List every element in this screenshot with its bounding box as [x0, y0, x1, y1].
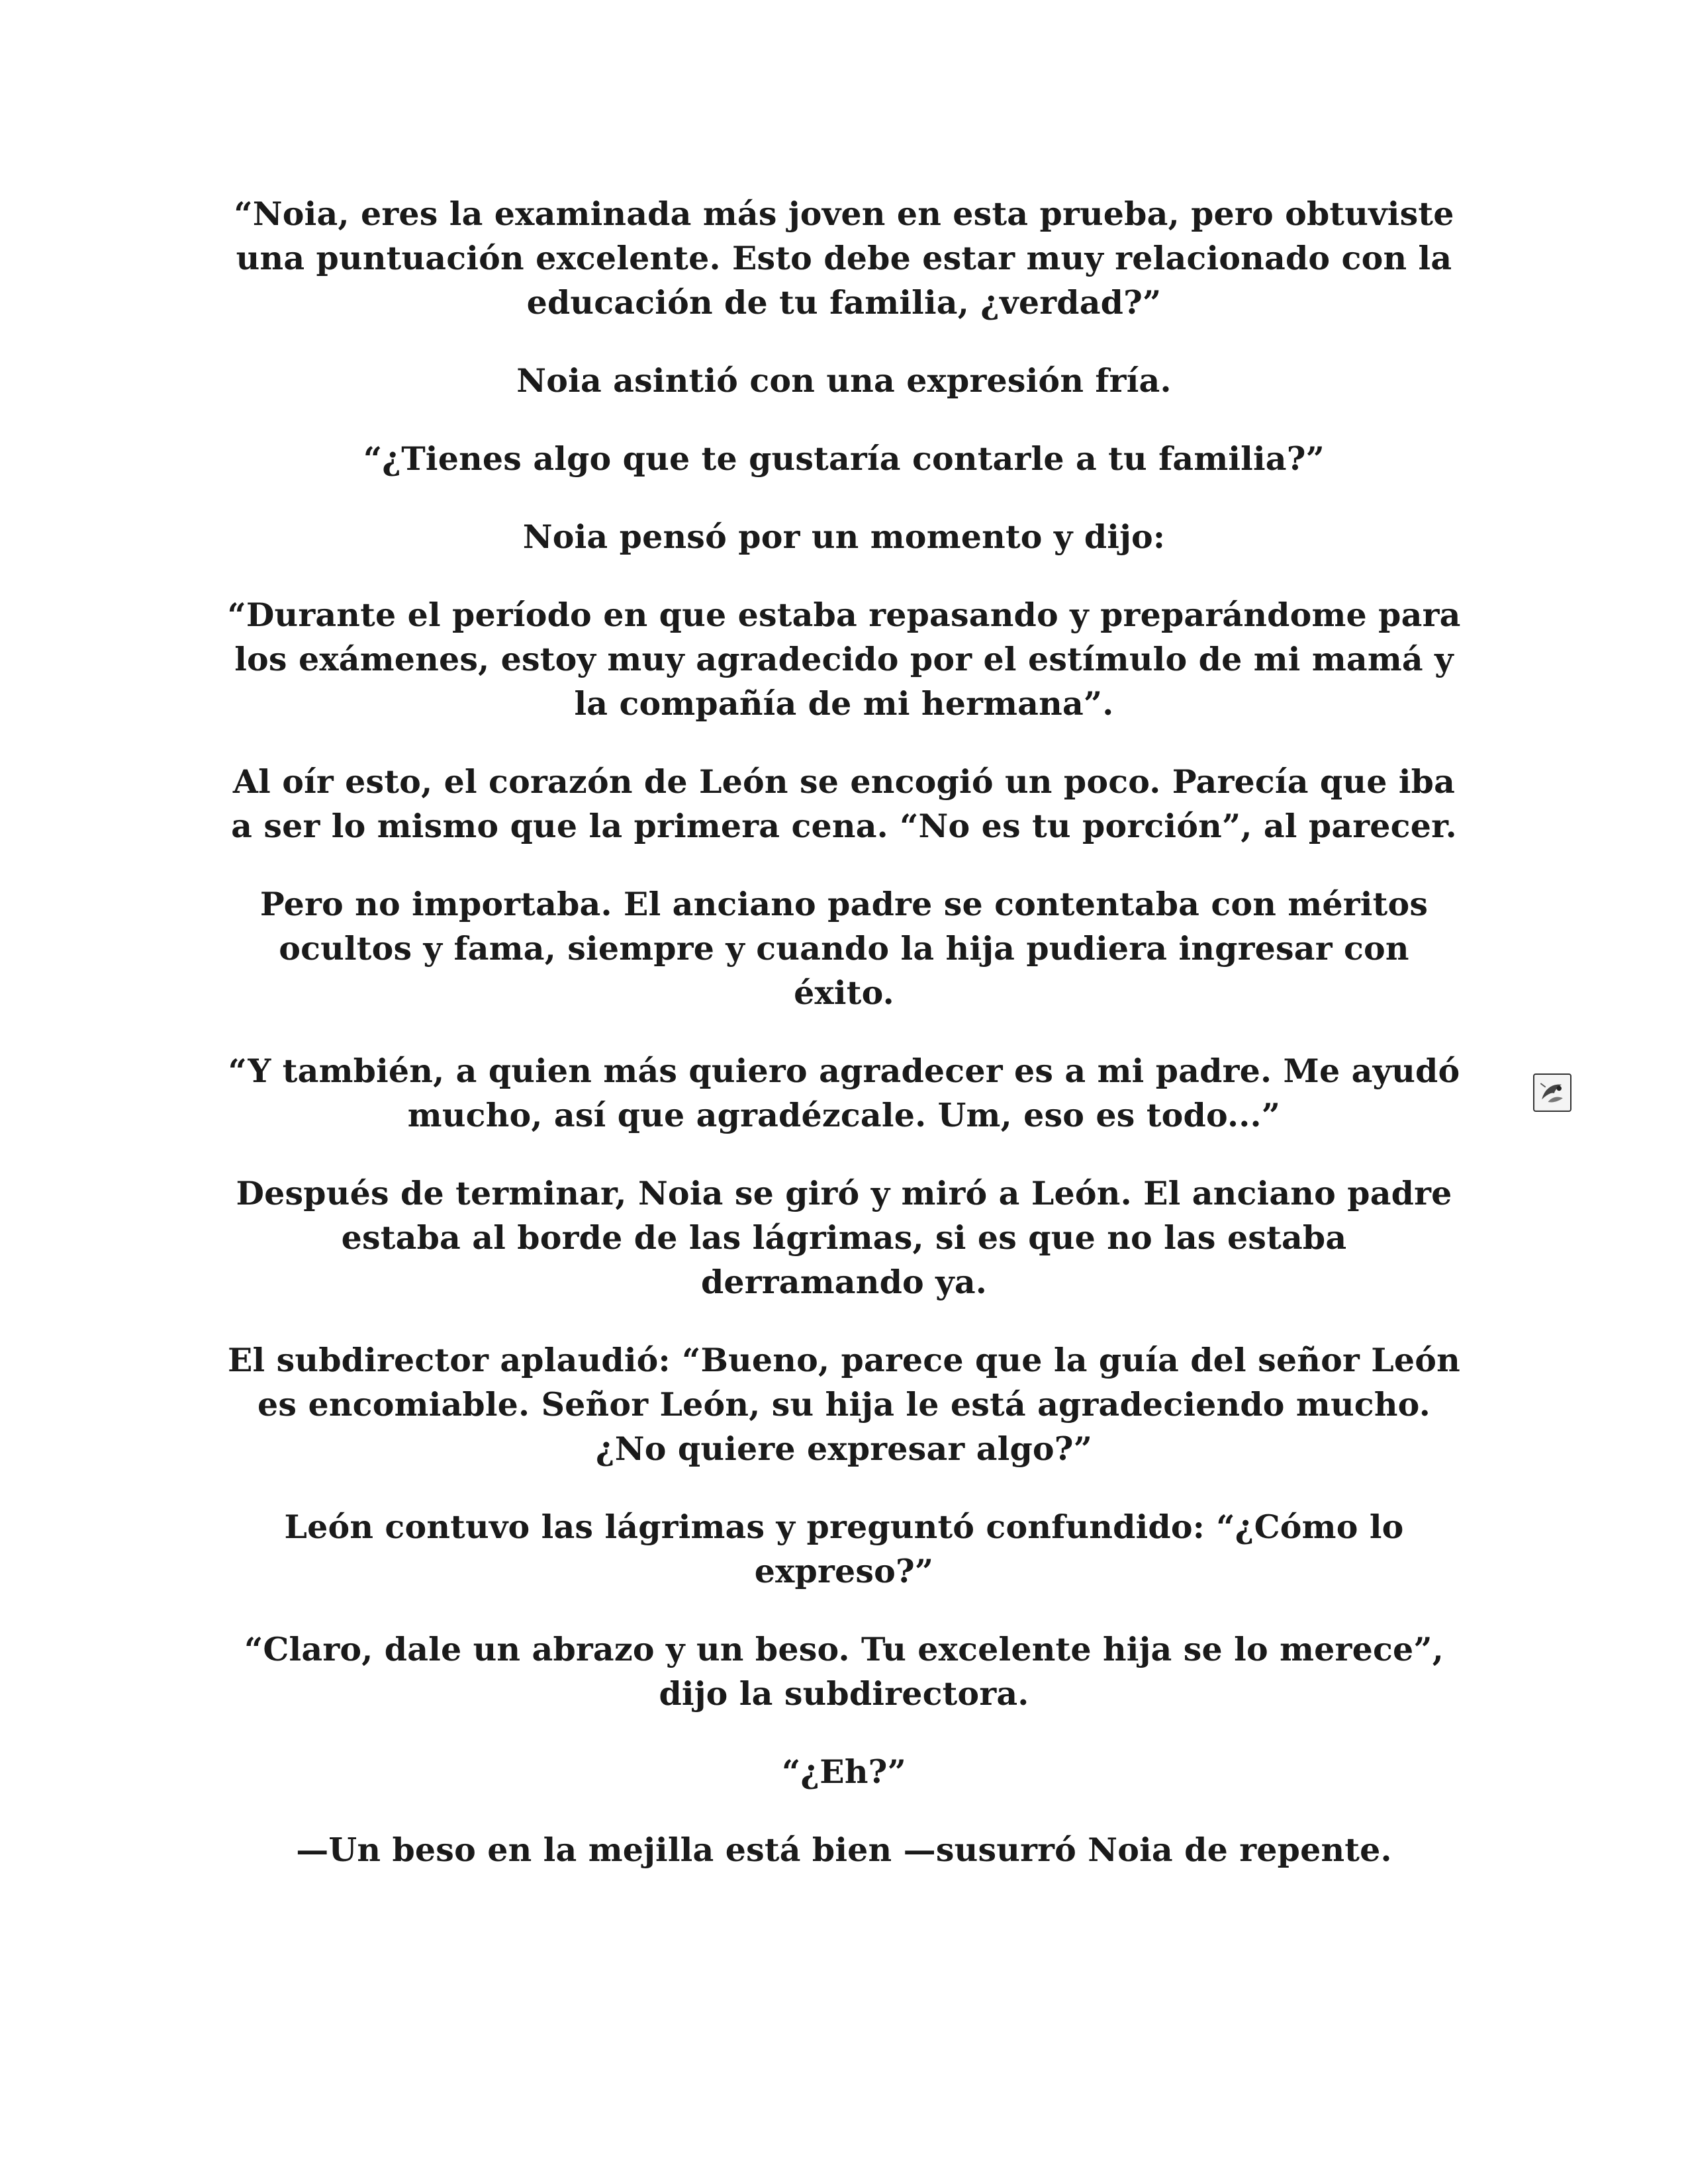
paragraph: “¿Eh?” — [782, 1752, 906, 1791]
paragraph: Noia asintió con una expresión fría. — [516, 361, 1172, 400]
paragraph: Después de terminar, Noia se giró y miró a León. El anciano padre estaba al borde de las lágrimas, si es que no las estaba derramando ya. — [236, 1174, 1452, 1301]
paragraph: El subdirector aplaudió: “Bueno, parece que la guía del señor León es encomiable. Señor León, su hija le está agradeciendo mucho. ¿No quiere expresar algo?” — [227, 1341, 1461, 1468]
paragraph: —Un beso en la mejilla está bien —susurró Noia de repente. — [296, 1831, 1392, 1869]
small-emblem-icon[interactable] — [1533, 1073, 1571, 1112]
paragraph: Noia pensó por un momento y dijo: — [522, 518, 1166, 556]
text-body — [225, 192, 1463, 1906]
paragraph: “Durante el período en que estaba repasando y preparándome para los exámenes, estoy muy agradecido por el estímulo de mi mamá y la compañía de mi hermana”. — [227, 596, 1461, 723]
paragraph: Al oír esto, el corazón de León se encogió un poco. Parecía que iba a ser lo mismo que la primera cena. “No es tu porción”, al parecer. — [231, 762, 1457, 845]
paragraph: León contuvo las lágrimas y preguntó confundido: “¿Cómo lo expreso?” — [284, 1508, 1404, 1590]
paragraph: “Noia, eres la examinada más joven en esta prueba, pero obtuviste una puntuación excelente. Esto debe estar muy relacionado con la educación de tu familia, ¿verdad?” — [234, 195, 1454, 322]
paragraph: “¿Tienes algo que te gustaría contarle a tu familia?” — [363, 439, 1325, 478]
paragraph: “Claro, dale un abrazo y un beso. Tu excelente hija se lo merece”, dijo la subdirectora. — [244, 1630, 1444, 1713]
paragraph: Pero no importaba. El anciano padre se contentaba con méritos ocultos y fama, siempre y cuando la hija pudiera ingresar con éxito. — [259, 885, 1429, 1012]
paragraph: “Y también, a quien más quiero agradecer es a mi padre. Me ayudó mucho, así que agradézcale. Um, eso es todo...” — [228, 1052, 1460, 1134]
